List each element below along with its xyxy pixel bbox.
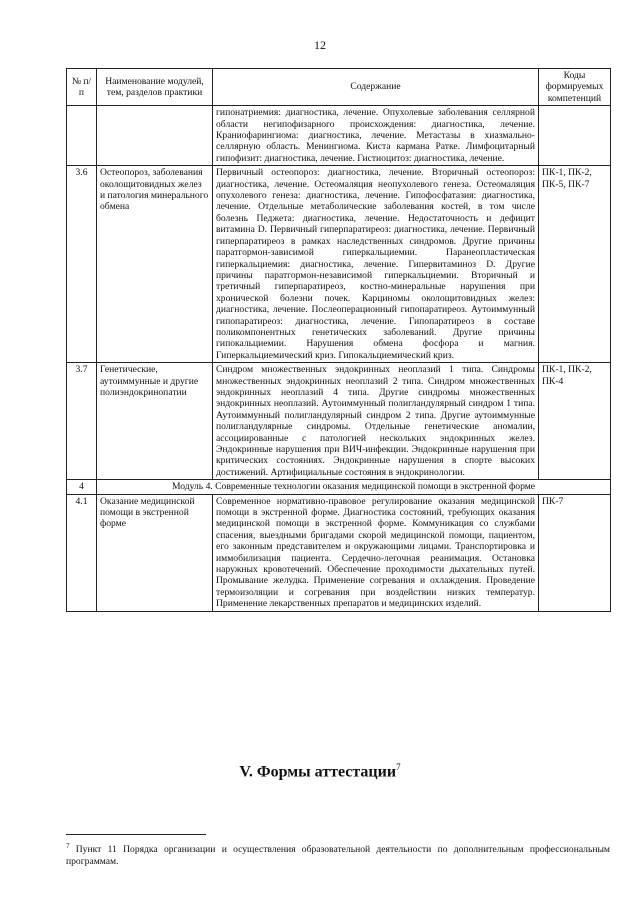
row-module-name bbox=[97, 106, 213, 166]
row-content: Синдром множественных эндокринных неоплазий 1 типа. Синдромы множественных эндокринных неоплазий 2 типа. Синдром множественных эндокринных неоплазий 4 типа. Другие синдромы множественных эндокринных неоплазий. Аутоиммунный полигландулярный синдром 1 типа. Аутоиммунный полигландулярный синдром 2 типа. Другие аутоиммунные полигландулярные синдромы. Отдельные генетические аномалии, ассоциированные с патологией нескольких эндокринных желез. Эндокринные нарушения при ВИЧ-инфекции. Эндокринные нарушения при критических состояниях. Эндокринные нарушения в спорте высоких достижений. Артифициальные состояния в эндокринологии. bbox=[213, 363, 539, 480]
header-competence-codes: Коды формируемых компетенций bbox=[539, 69, 611, 106]
table-row bbox=[67, 494, 611, 611]
footnote-text: Пункт 11 Порядка организации и осуществления образовательной деятельности по дополнительным профессиональным программам. bbox=[66, 844, 610, 868]
table-row bbox=[67, 166, 611, 363]
row-codes: ПК-1, ПК-2, ПК-4 bbox=[539, 363, 611, 480]
footnote bbox=[66, 840, 610, 868]
section-heading bbox=[0, 762, 640, 781]
section-title: Модуль 4. Современные технологии оказания медицинской помощи в экстренной форме bbox=[97, 480, 611, 494]
table-row bbox=[67, 106, 611, 166]
row-num: 3.7 bbox=[67, 363, 97, 480]
section-num: 4 bbox=[67, 480, 97, 494]
curriculum-table bbox=[66, 68, 611, 612]
heading-text: V. Формы аттестации bbox=[239, 763, 397, 781]
row-codes bbox=[539, 106, 611, 166]
row-module-name: Оказание медицинской помощи в экстренной форме bbox=[97, 494, 213, 611]
footnote-divider bbox=[66, 834, 206, 835]
row-num bbox=[67, 106, 97, 166]
module-section-row bbox=[67, 480, 611, 494]
heading-footnote-ref: 7 bbox=[396, 762, 401, 772]
row-content: гипонатриемия: диагностика, лечение. Опухолевые заболевания селлярной области негипофизарного происхождения: диагностика, лечение. Краниофарингиома: диагностика, лечение. Метастазы в хиазмально-селлярную область. Менингиома. Киста кармана Ратке. Лимфоцитарный гипофизит: диагностика, лечение. Гистиоцитоз: диагностика, лечение. bbox=[213, 106, 539, 166]
row-num: 3.6 bbox=[67, 166, 97, 363]
table-row bbox=[67, 363, 611, 480]
row-num: 4.1 bbox=[67, 494, 97, 611]
footnote-marker: 7 bbox=[66, 842, 70, 850]
row-module-name: Генетические, аутоиммунные и другие полиэндокринопатии bbox=[97, 363, 213, 480]
table-header-row bbox=[67, 69, 611, 106]
row-content: Первичный остеопороз: диагностика, лечение. Вторичный остеопороз: диагностика, лечение. Остеомаляция неопухолевого генеза. Остеомаляция опухолевого генеза: диагностика, лечение. Гипофосфатазия: диагностика, лечение. Отдельные метаболические заболевания костей, в том числе болезнь Педжета: диагностика, лечение. Недостаточность и дефицит витамина D. Первичный гиперпаратиреоз: диагностика, лечение. Первичный гиперпаратиреоз в рамках наследственных синдромов. Другие причины паратгормон-зависимой гиперкальциемии. Паранеопластическая гиперкальциемия: диагностика, лечение. Гипервитаминоз D. Другие причины паратгормон-независимой гиперкальциемии. Вторичный и третичный гиперпаратиреоз, костно-минеральные нарушения при хронической болезни почек. Карциномы околощитовидных желез: диагностика, лечение. Послеоперационный гипопаратиреоз. Аутоиммунный гипопаратиреоз: диагностика, лечение. Гипопаратиреоз в составе поликомпонентных генетических заболеваний. Другие причины гипокальциемии. Нарушения обмена фосфора и магния. Гиперкальциемический криз. Гипокальциемический криз. bbox=[213, 166, 539, 363]
page-number: 12 bbox=[314, 38, 326, 52]
header-content: Содержание bbox=[213, 69, 539, 106]
row-codes: ПК-7 bbox=[539, 494, 611, 611]
row-content: Современное нормативно-правовое регулирование оказания медицинской помощи в экстренной форме. Диагностика состояний, требующих оказания медицинской помощи в экстренной форме. Коммуникация со службами спасения, выездными бригадами скорой медицинской помощи, пациентом, его законным представителем и окружающими лицами. Транспортировка и иммобилизация пациента. Сердечно-легочная реанимация. Остановка наружных кровотечений. Обеспечение проходимости дыхательных путей. Промывание желудка. Применение согревания и охлаждения. Проведение термоизоляции и согревания при воздействии низких температур. Применение лекарственных препаратов и медицинских изделий. bbox=[213, 494, 539, 611]
row-codes: ПК-1, ПК-2, ПК-5, ПК-7 bbox=[539, 166, 611, 363]
header-module-name: Наименование модулей, тем, разделов практики bbox=[97, 69, 213, 106]
header-num: № п/п bbox=[67, 69, 97, 106]
row-module-name: Остеопороз, заболевания околощитовидных желез и патология минерального обмена bbox=[97, 166, 213, 363]
